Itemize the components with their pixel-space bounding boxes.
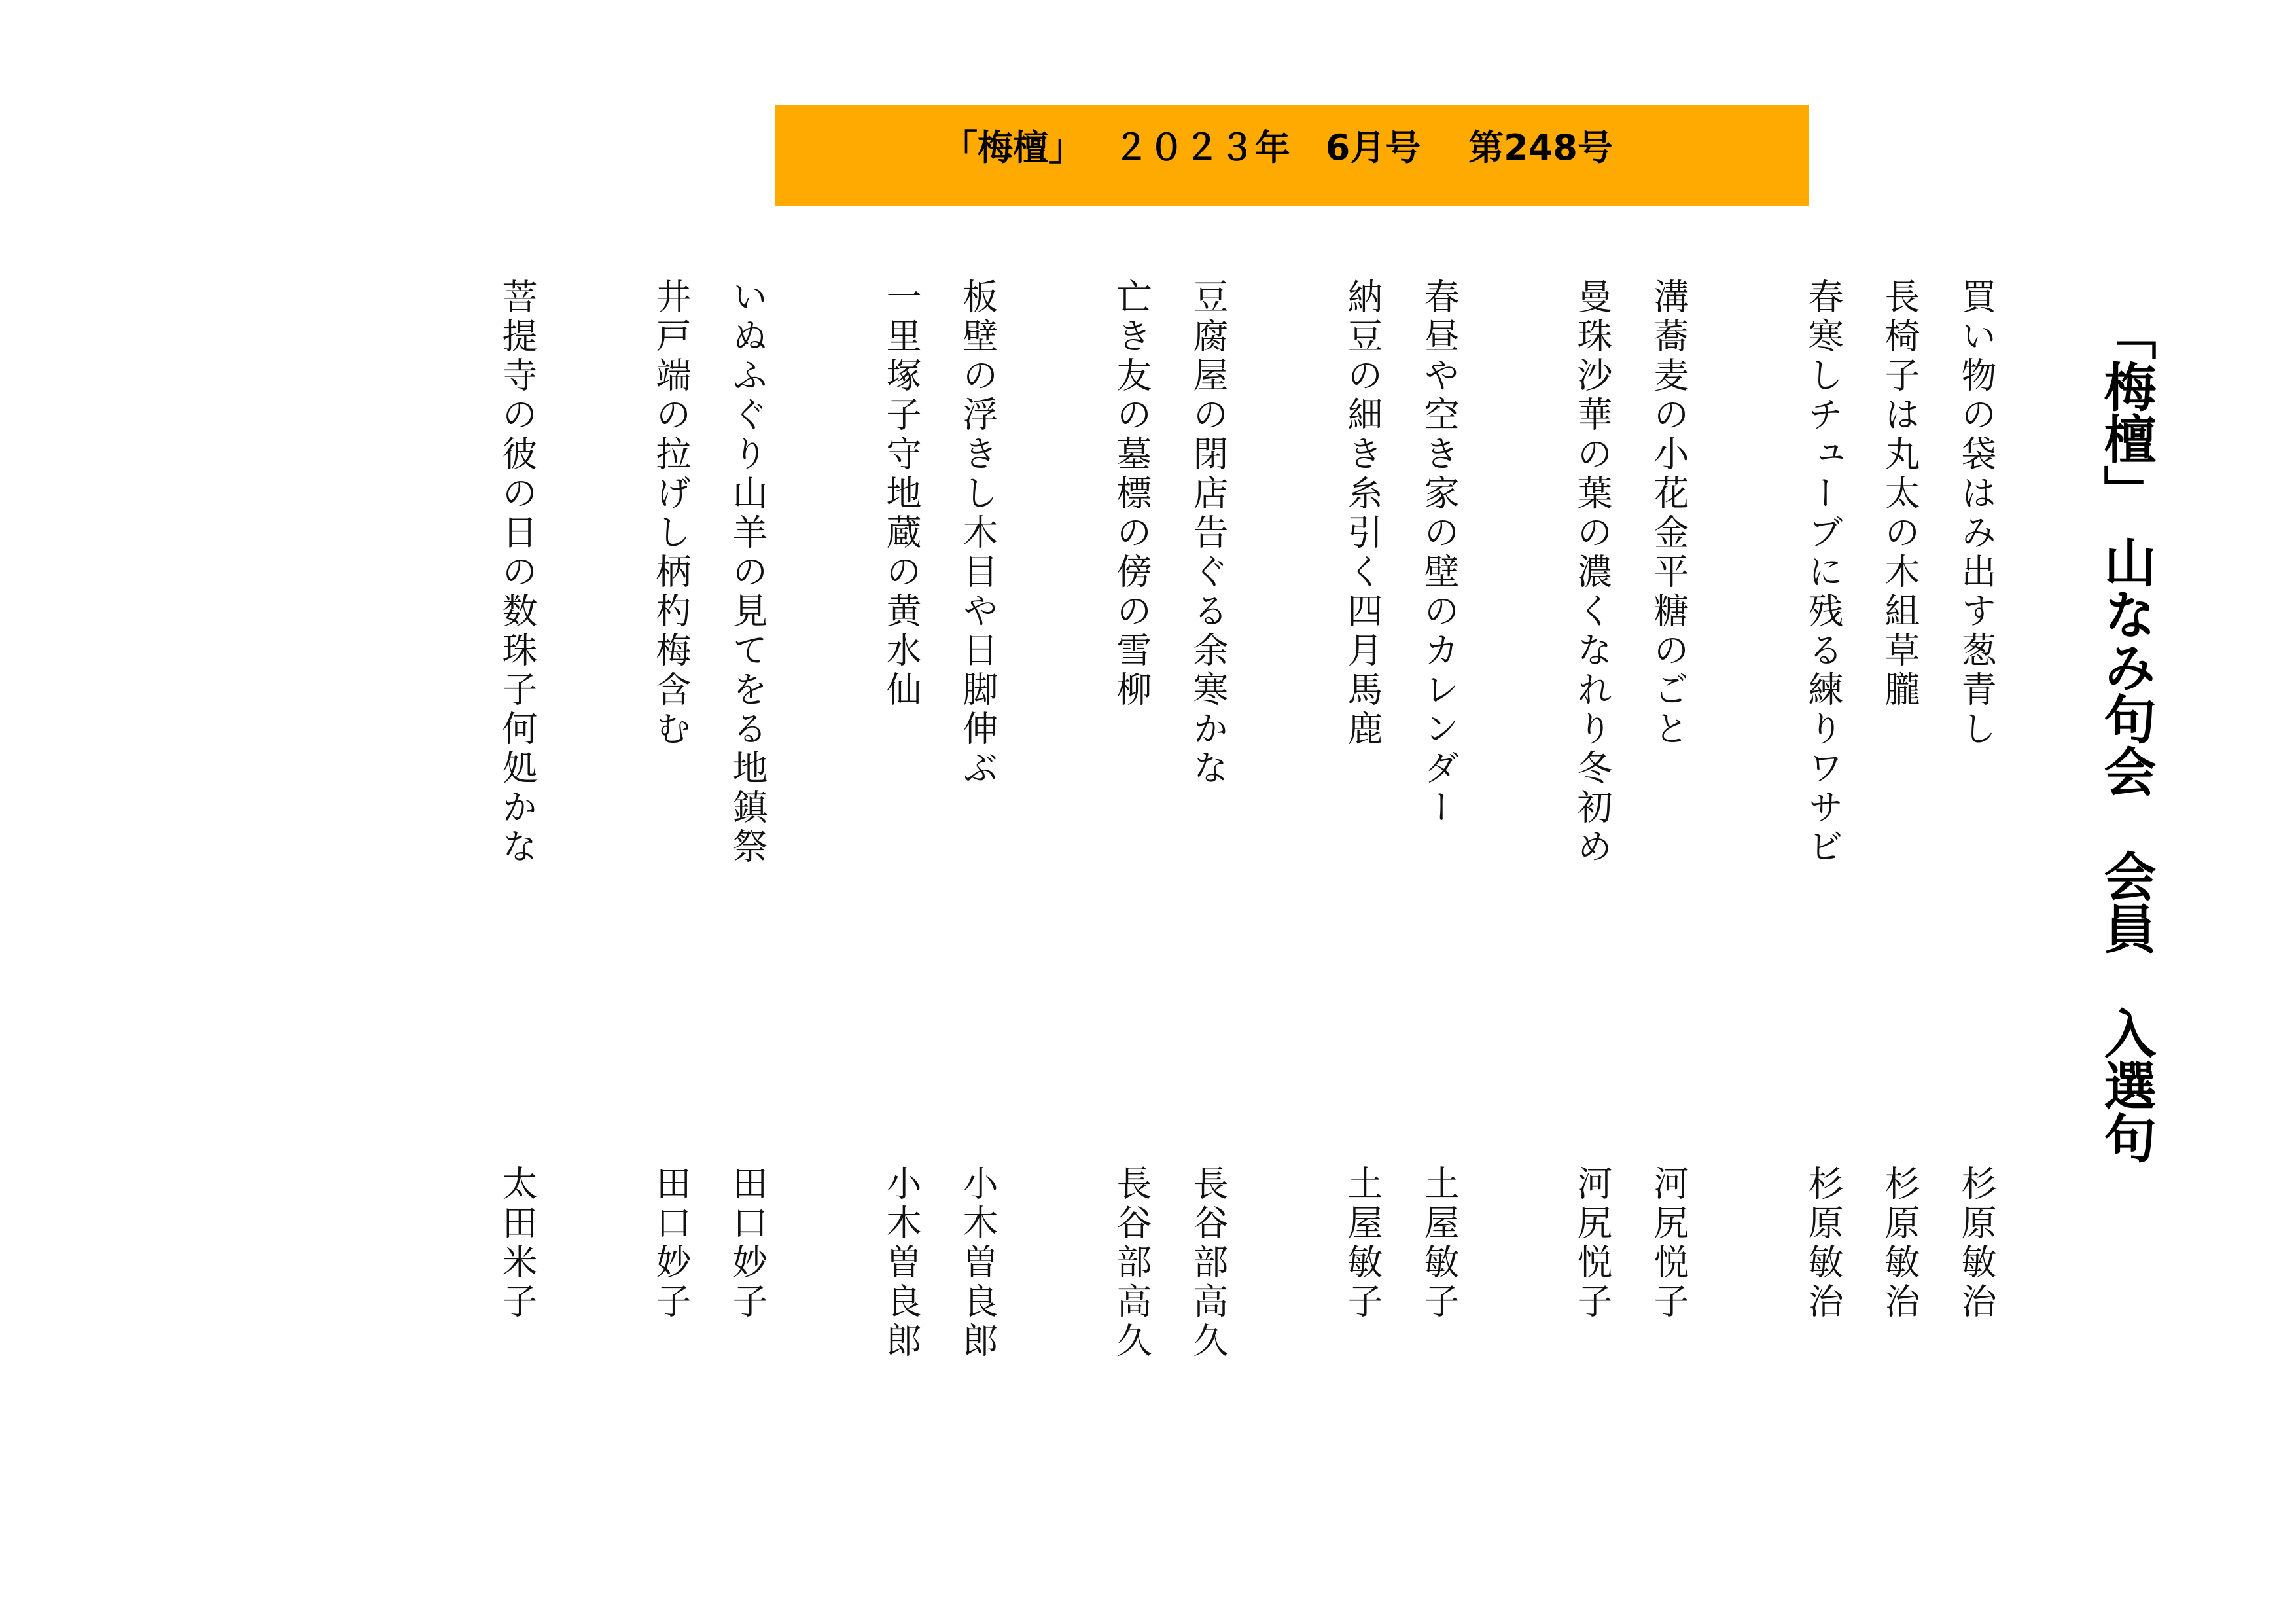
haiku-5: 曼珠沙華の葉の濃くなれり冬初め bbox=[1572, 278, 1613, 867]
haiku-10: 板壁の浮きし木目や日脚伸ぶ bbox=[957, 278, 998, 789]
author-13: 田口妙子 bbox=[650, 1165, 692, 1322]
haiku-9: 亡き友の墓標の傍の雪柳 bbox=[1111, 278, 1152, 710]
haiku-7: 納豆の細き糸引く四月馬鹿 bbox=[1342, 278, 1383, 749]
haiku-6: 春昼や空き家の壁のカレンダー bbox=[1419, 278, 1460, 828]
author-4: 河尻悦子 bbox=[1648, 1165, 1689, 1322]
haiku-3: 春寒しチューブに残る練りワサビ bbox=[1803, 278, 1844, 867]
haiku-8: 豆腐屋の閉店告ぐる余寒かな bbox=[1188, 278, 1229, 789]
author-5: 河尻悦子 bbox=[1572, 1165, 1613, 1322]
haiku-11: 一里塚子守地蔵の黄水仙 bbox=[881, 278, 922, 710]
author-1: 杉原敏治 bbox=[1956, 1165, 1997, 1322]
author-14: 太田米子 bbox=[497, 1165, 538, 1322]
haiku-13: 井戸端の拉げし柄杓梅含む bbox=[650, 278, 692, 749]
haiku-4: 溝蕎麦の小花金平糖のごと bbox=[1648, 278, 1689, 749]
author-2: 杉原敏治 bbox=[1879, 1165, 1920, 1322]
author-10: 小木曽良郎 bbox=[957, 1165, 998, 1361]
haiku-1: 買い物の袋はみ出す葱青し bbox=[1956, 278, 1997, 749]
author-6: 土屋敏子 bbox=[1419, 1165, 1460, 1322]
author-3: 杉原敏治 bbox=[1803, 1165, 1844, 1322]
author-8: 長谷部高久 bbox=[1188, 1165, 1229, 1361]
haiku-14: 菩提寺の彼の日の数珠子何処かな bbox=[497, 278, 538, 867]
section-title: 「梅檀」 山なみ句会 会員 入選句 bbox=[2095, 308, 2156, 1164]
author-7: 土屋敏子 bbox=[1342, 1165, 1383, 1322]
author-9: 長谷部高久 bbox=[1111, 1165, 1152, 1361]
author-12: 田口妙子 bbox=[727, 1165, 768, 1322]
issue-header: 「梅檀」 ２０２３年 6月号 第248号 bbox=[942, 127, 1613, 168]
author-11: 小木曽良郎 bbox=[881, 1165, 922, 1361]
haiku-2: 長椅子は丸太の木組草朧 bbox=[1879, 278, 1920, 710]
haiku-12: いぬふぐり山羊の見てをる地鎮祭 bbox=[727, 278, 768, 867]
